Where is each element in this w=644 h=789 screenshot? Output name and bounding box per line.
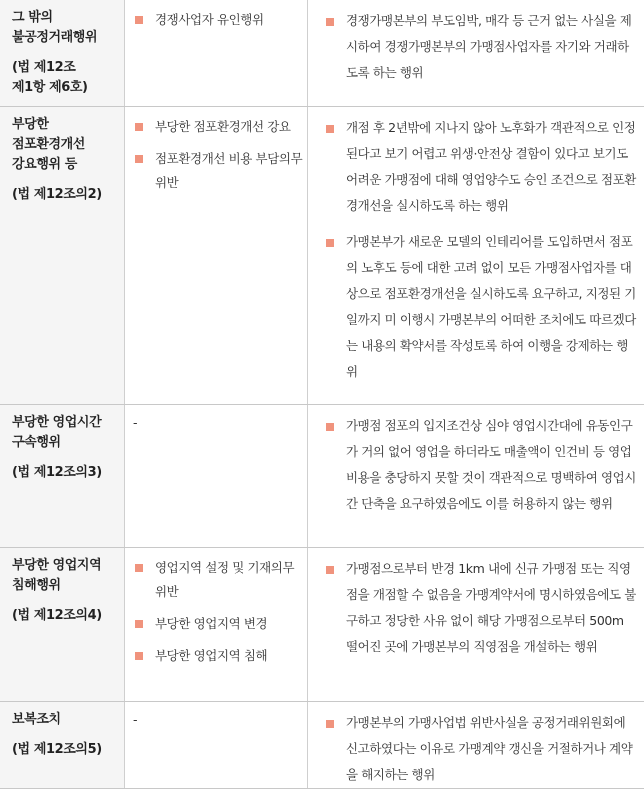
square-bullet-icon: [326, 566, 334, 574]
empty-dash: -: [131, 710, 303, 730]
violation-type-item: [131, 612, 303, 636]
example-item: [322, 8, 636, 86]
category-cell: [0, 701, 125, 788]
law-reference-line: (법 제12조의5): [12, 740, 120, 760]
violation-type-text: 영업지역 설정 및 기재의무 위반: [155, 560, 294, 599]
category-title-line: 점포환경개선: [12, 135, 120, 155]
violation-type-item: [131, 556, 303, 604]
law-reference: [12, 58, 120, 98]
example-text: 가맹본부의 가맹사업법 위반사실을 공정거래위원회에 신고하였다는 이유로 가맹계약 갱신을 거절하거나 계약을 해지하는 행위: [346, 715, 632, 782]
violation-type-item: [131, 147, 303, 195]
category-title-line: 구속행위: [12, 433, 120, 453]
category-cell: [0, 547, 125, 701]
violation-type-cell: [125, 106, 308, 404]
violation-type-text: 경쟁사업자 유인행위: [155, 12, 264, 27]
category-title-line: 부당한: [12, 115, 120, 135]
violation-type-cell: [125, 547, 308, 701]
example-cell: [308, 404, 644, 547]
square-bullet-icon: [135, 16, 143, 24]
law-reference-line: (법 제12조: [12, 58, 120, 78]
example-item: [322, 229, 636, 385]
square-bullet-icon: [135, 652, 143, 660]
law-reference-line: (법 제12조의3): [12, 463, 120, 483]
example-item: [322, 710, 636, 788]
example-cell: [308, 701, 644, 788]
law-reference-line: (법 제12조의2): [12, 185, 120, 205]
square-bullet-icon: [326, 125, 334, 133]
violation-type-cell: [125, 0, 308, 106]
category-cell: [0, 404, 125, 547]
table-row: [0, 106, 644, 404]
square-bullet-icon: [135, 123, 143, 131]
square-bullet-icon: [135, 155, 143, 163]
violation-type-list: [131, 556, 303, 668]
example-item: [322, 115, 636, 219]
square-bullet-icon: [326, 423, 334, 431]
violation-type-text: 부당한 영업지역 침해: [155, 648, 267, 663]
law-reference-line: 제1항 제6호): [12, 78, 120, 98]
square-bullet-icon: [326, 720, 334, 728]
violation-type-item: [131, 644, 303, 668]
law-reference: [12, 185, 120, 205]
example-text: 가맹점으로부터 반경 1km 내에 신규 가맹점 또는 직영점을 개점할 수 없음을 가맹계약서에 명시하였음에도 불구하고 정당한 사유 없이 해당 가맹점으로부터 500m 떨어진 곳에 가맹본부의 직영점을 개설하는 행위: [346, 561, 636, 654]
violation-type-text: 점포환경개선 비용 부담의무 위반: [155, 151, 302, 190]
example-text: 가맹점 점포의 입지조건상 심야 영업시간대에 유동인구가 거의 없어 영업을 하더라도 매출액이 인건비 등 영업비용을 충당하지 못할 것이 객관적으로 명백하여 영업시간 단축을 요구하였음에도 이를 허용하지 않는 행위: [346, 418, 636, 511]
category-title-line: 침해행위: [12, 576, 120, 596]
square-bullet-icon: [326, 239, 334, 247]
example-text: 경쟁가맹본부의 부도임박, 매각 등 근거 없는 사실을 제시하여 경쟁가맹본부의 가맹점사업자를 자기와 거래하도록 하는 행위: [346, 13, 631, 80]
category-title: [12, 556, 120, 596]
violation-type-cell: [125, 701, 308, 788]
example-cell: [308, 547, 644, 701]
category-title-line: 강요행위 등: [12, 155, 120, 175]
law-reference: [12, 740, 120, 760]
example-text: 가맹본부가 새로운 모델의 인테리어를 도입하면서 점포의 노후도 등에 대한 고려 없이 모든 가맹점사업자를 대상으로 점포환경개선을 실시하도록 요구하고, 지정된 기일까지 미 이행시 가맹본부의 어떠한 조치에도 따르겠다는 내용의 확약서를 작성토록 하여 이행을 강제하는 행위: [346, 234, 636, 379]
square-bullet-icon: [326, 18, 334, 26]
violation-type-text: 부당한 점포환경개선 강요: [155, 119, 291, 134]
example-list: [322, 413, 636, 517]
example-list: [322, 115, 636, 385]
square-bullet-icon: [135, 620, 143, 628]
example-list: [322, 710, 636, 788]
example-cell: [308, 106, 644, 404]
violation-type-list: [131, 115, 303, 195]
example-list: [322, 8, 636, 86]
violation-type-list: [131, 8, 303, 32]
empty-dash: -: [131, 413, 303, 433]
category-title-line: 부당한 영업시간: [12, 413, 120, 433]
table-row: [0, 404, 644, 547]
category-title: [12, 115, 120, 175]
category-title-line: 부당한 영업지역: [12, 556, 120, 576]
law-reference: [12, 606, 120, 626]
category-title: [12, 413, 120, 453]
category-cell: [0, 106, 125, 404]
example-item: [322, 413, 636, 517]
violation-type-text: 부당한 영업지역 변경: [155, 616, 267, 631]
category-title: [12, 710, 120, 730]
example-item: [322, 556, 636, 660]
category-title-line: 보복조치: [12, 710, 120, 730]
table-row: [0, 0, 644, 106]
category-title-line: 불공정거래행위: [12, 28, 120, 48]
category-title-line: 그 밖의: [12, 8, 120, 28]
example-text: 개점 후 2년밖에 지나지 않아 노후화가 객관적으로 인정된다고 보기 어렵고 위생·안전상 결함이 있다고 보기도 어려운 가맹점에 대해 영업양수도 승인 조건으로 점포환경개선을 실시하도록 하는 행위: [346, 120, 636, 213]
violation-type-cell: [125, 404, 308, 547]
table-row: [0, 701, 644, 788]
law-reference-line: (법 제12조의4): [12, 606, 120, 626]
violation-type-item: [131, 8, 303, 32]
example-list: [322, 556, 636, 660]
table-row: [0, 547, 644, 701]
square-bullet-icon: [135, 564, 143, 572]
category-cell: [0, 0, 125, 106]
law-reference: [12, 463, 120, 483]
category-title: [12, 8, 120, 48]
example-cell: [308, 0, 644, 106]
violation-type-item: [131, 115, 303, 139]
